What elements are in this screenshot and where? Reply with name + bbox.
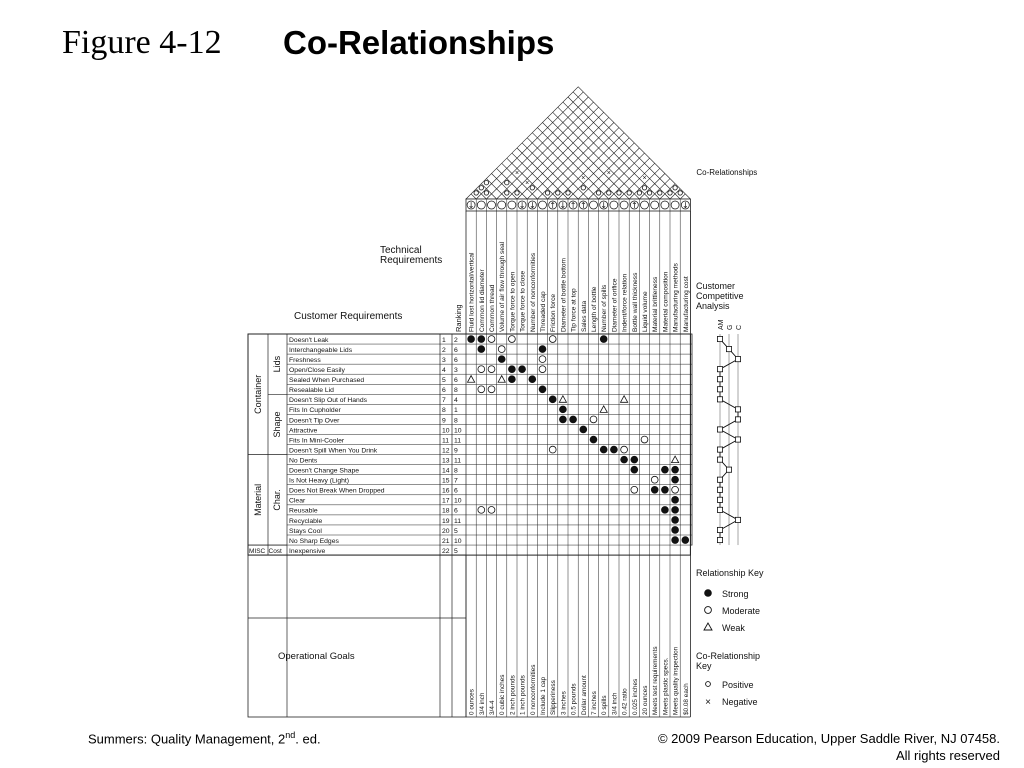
slide-title: Co-Relationships <box>283 24 555 61</box>
roof-line <box>476 92 586 199</box>
requirement-number: 15 <box>442 477 450 485</box>
positive-correlation-mark <box>658 191 662 195</box>
requirement-number: 16 <box>442 487 450 495</box>
strong-relationship-mark <box>610 446 618 454</box>
technical-requirement-label: Manufacturing methods <box>672 263 680 332</box>
maximize-arrow-icon: ↑ <box>549 201 557 210</box>
technical-requirement-label: Length of bottle <box>591 286 598 332</box>
positive-correlation-mark <box>484 181 488 185</box>
moderate-relationship-mark <box>631 486 638 493</box>
competitive-rating-marker <box>717 507 722 512</box>
maximize-arrow-icon: ↑ <box>569 201 577 210</box>
strong-relationship-mark <box>600 446 608 454</box>
roof-outline <box>466 87 690 199</box>
operational-goal-value: 0.5 pounds <box>570 683 578 715</box>
requirement-ranking: 5 <box>454 527 458 535</box>
competitive-rating-marker <box>717 497 722 502</box>
customer-requirement-label: Inexpensive <box>289 547 326 555</box>
customer-requirement-label: Does Not Break When Dropped <box>289 487 385 495</box>
minimize-arrow-icon: ↓ <box>559 201 567 210</box>
competitive-rating-marker <box>717 527 722 532</box>
technical-requirement-label: Friction force <box>550 293 558 332</box>
moderate-relationship-mark <box>539 356 546 363</box>
operational-goal-value: Include 1 cap <box>540 676 547 715</box>
negative-correlation-mark: × <box>581 175 586 183</box>
strong-relationship-mark <box>529 375 537 383</box>
operational-goals-label: Operational Goals <box>278 651 355 662</box>
requirement-number: 13 <box>442 457 450 465</box>
requirement-ranking: 11 <box>454 437 462 445</box>
weak-relationship-mark <box>559 396 566 403</box>
requirement-ranking: 7 <box>454 477 458 485</box>
strong-relationship-mark <box>671 536 679 544</box>
operational-goal-value: 3/4 inch <box>611 692 619 715</box>
operational-goal-value: 7 inches <box>591 691 598 715</box>
customer-requirements-label: Customer Requirements <box>294 311 403 322</box>
technical-requirement-label: Number of spills <box>601 284 609 332</box>
positive-correlation-mark <box>673 186 677 190</box>
moderate-relationship-mark <box>478 366 485 373</box>
strong-relationship-mark <box>478 335 486 343</box>
weak-key-icon <box>704 623 712 630</box>
competitive-rating-marker <box>735 407 740 412</box>
operational-goal-value: $0.08 each <box>682 683 690 715</box>
roof-line <box>563 102 660 199</box>
moderate-key-label: Moderate <box>722 606 761 616</box>
positive-correlation-mark <box>566 191 570 195</box>
operational-goal-value: Slipperiness <box>550 680 558 715</box>
positive-correlation-mark <box>617 191 621 195</box>
positive-key-label: Positive <box>722 680 754 690</box>
customer-requirement-label: Doesn't Slip Out of Hands <box>289 397 367 405</box>
operational-goal-value: Meets plastic specs. <box>662 657 670 715</box>
positive-correlation-mark <box>505 181 509 185</box>
operational-goal-value: 0 ounces <box>468 689 476 715</box>
negative-correlation-mark: × <box>514 170 520 177</box>
requirement-ranking: 6 <box>454 507 458 515</box>
positive-correlation-mark <box>515 191 519 195</box>
operational-goal-value: Meets test requirements <box>652 646 660 715</box>
competitive-rating-marker <box>717 537 722 542</box>
strong-relationship-mark <box>661 486 669 494</box>
requirement-ranking: 3 <box>454 367 458 374</box>
minimize-arrow-icon: ↓ <box>518 201 526 210</box>
requirement-ranking: 2 <box>454 336 458 344</box>
roof-line <box>573 92 680 199</box>
requirement-number: 20 <box>442 527 450 535</box>
maximize-arrow-icon: ↑ <box>579 201 587 210</box>
requirement-number: 9 <box>442 417 446 425</box>
competitive-rating-marker <box>717 487 722 492</box>
technical-label: Requirements <box>380 255 443 266</box>
competitive-rating-marker <box>717 477 722 482</box>
negative-correlation-mark: × <box>525 180 530 188</box>
competitive-rating-marker <box>726 346 731 351</box>
group-label-char: Char. <box>272 489 282 511</box>
operational-goal-value: 3/4 inch <box>478 692 486 715</box>
operational-goal-value: 3 inches <box>560 691 568 715</box>
moderate-relationship-mark <box>549 446 556 453</box>
requirement-ranking: 6 <box>454 356 458 364</box>
technical-requirement-label: Bottle wall thickness <box>631 272 639 332</box>
requirement-number: 10 <box>442 427 450 435</box>
positive-correlation-mark <box>581 186 585 190</box>
technical-requirement-label: Threaded cap <box>540 291 547 332</box>
technical-requirement-label: Manufacturing cost <box>682 276 690 332</box>
positive-correlation-mark <box>668 191 672 195</box>
requirement-number: 21 <box>442 537 450 545</box>
technical-requirement-label: Common lid diameter <box>478 269 486 332</box>
relationship-key-title: Relationship Key <box>696 568 764 578</box>
roof-line <box>492 174 518 200</box>
minimize-arrow-icon: ↓ <box>467 201 475 210</box>
customer-requirement-label: Open/Close Easily <box>289 367 345 374</box>
positive-correlation-mark <box>596 191 600 195</box>
strong-relationship-mark <box>661 506 669 514</box>
customer-requirement-label: Resealable Lid <box>289 387 334 395</box>
competitor-label: G <box>727 324 734 330</box>
roof-label: Co-Relationships <box>696 168 758 177</box>
operational-goal-value: 0.025 inches <box>631 678 639 715</box>
customer-requirement-label: Doesn't Tip Over <box>289 417 340 425</box>
requirement-number: 12 <box>442 447 450 455</box>
requirement-ranking: 6 <box>454 377 458 385</box>
requirement-ranking: 6 <box>454 487 458 495</box>
technical-requirement-label: Material brittleness <box>652 276 660 332</box>
moderate-relationship-mark <box>651 476 658 483</box>
customer-requirement-label: Interchangeable Lids <box>289 346 353 354</box>
competitive-label: Customer <box>696 281 736 291</box>
technical-requirement-label: Indent/force relation <box>621 273 629 332</box>
strong-relationship-mark <box>559 406 567 414</box>
technical-requirement-label: Diameter of bottle bottom <box>560 257 568 332</box>
strong-relationship-mark <box>671 466 679 474</box>
moderate-relationship-mark <box>590 416 597 423</box>
requirement-number: 1 <box>442 336 446 344</box>
operational-goal-value: Meets quality inspection <box>672 646 680 715</box>
strong-relationship-mark <box>518 365 526 373</box>
requirement-ranking: 11 <box>454 457 462 465</box>
customer-requirement-label: Clear <box>289 497 306 505</box>
moderate-relationship-mark <box>488 336 495 343</box>
roof-line <box>522 143 578 199</box>
roof-line <box>537 123 614 200</box>
negative-correlation-mark: × <box>642 175 647 183</box>
competitive-rating-marker <box>726 467 731 472</box>
weak-relationship-mark <box>600 406 607 413</box>
technical-label: Technical <box>380 245 422 256</box>
strong-relationship-mark <box>508 375 516 383</box>
competitor-label: AM <box>718 319 725 330</box>
competitor-label: C <box>736 324 743 330</box>
competitive-rating-marker <box>717 397 722 402</box>
competitive-rating-marker <box>717 457 722 462</box>
requirement-number: 17 <box>442 497 450 505</box>
ranking-label: Ranking <box>454 304 463 332</box>
customer-requirement-label: Fits In Mini-Cooler <box>289 437 345 445</box>
positive-correlation-mark <box>556 191 560 195</box>
requirement-number: 3 <box>442 356 446 364</box>
operational-goal-value: 1 inch pounds <box>519 675 527 715</box>
minimize-arrow-icon: ↓ <box>528 201 536 210</box>
technical-requirement-label: Fluid lost horizontal/vertical <box>468 252 476 332</box>
co-relationship-key-title: Co-Relationship <box>696 651 761 661</box>
strong-relationship-mark <box>631 466 639 474</box>
customer-requirement-label: Is Not Heavy (Light) <box>289 477 350 485</box>
technical-requirement-label: Material composition <box>662 271 670 332</box>
moderate-relationship-mark <box>488 366 495 373</box>
strong-relationship-mark <box>580 426 588 434</box>
positive-correlation-mark <box>530 186 534 190</box>
group-label-cost: Cost <box>268 548 282 556</box>
requirement-ranking: 4 <box>454 397 458 405</box>
strong-key-label: Strong <box>722 589 749 599</box>
requirement-number: 4 <box>442 367 446 374</box>
strong-relationship-mark <box>651 486 659 494</box>
competitive-rating-marker <box>717 427 722 432</box>
positive-correlation-mark <box>505 191 509 195</box>
minimize-arrow-icon: ↓ <box>681 201 689 210</box>
figure-label: Figure 4-12 <box>62 24 222 61</box>
strong-relationship-mark <box>590 436 598 444</box>
competitive-rating-marker <box>735 517 740 522</box>
technical-requirement-label: Common thread <box>489 284 496 332</box>
competitive-analysis <box>690 334 738 545</box>
technical-requirement-label: Torque force to close <box>519 270 527 332</box>
operational-goal-value: 0 spills <box>601 695 609 715</box>
competitive-label: Competitive <box>696 291 744 301</box>
customer-requirement-label: Attractive <box>289 427 318 435</box>
strong-relationship-mark <box>671 496 679 504</box>
group-label-material: Material <box>253 483 263 516</box>
requirement-ranking: 5 <box>454 547 458 555</box>
customer-requirement-label: Recyclable <box>289 517 323 525</box>
moderate-relationship-mark <box>488 386 495 393</box>
customer-requirement-label: Reusable <box>289 507 318 515</box>
requirement-ranking: 8 <box>454 467 458 475</box>
footer-citation-text: Summers: Quality Management, 2 <box>88 731 286 747</box>
group-label-container: Container <box>253 374 263 414</box>
customer-requirement-label: Freshness <box>289 356 321 364</box>
moderate-relationship-mark <box>641 436 648 443</box>
strong-key-icon <box>704 589 712 597</box>
strong-relationship-mark <box>682 536 690 544</box>
competitive-outline <box>690 334 692 545</box>
requirement-number: 6 <box>442 387 446 395</box>
technical-requirement-label: Sales data <box>580 300 588 332</box>
competitive-rating-marker <box>717 377 722 382</box>
customer-requirement-label: Doesn't Spill When You Drink <box>289 447 378 455</box>
strong-relationship-mark <box>478 345 486 353</box>
moderate-relationship-mark <box>478 506 485 513</box>
lower-left-block <box>248 555 466 717</box>
competitive-rating-marker <box>735 357 740 362</box>
strong-relationship-mark <box>539 345 547 353</box>
moderate-relationship-mark <box>621 446 628 453</box>
competitive-rating-marker <box>735 437 740 442</box>
strong-relationship-mark <box>539 385 547 393</box>
strong-relationship-mark <box>671 476 679 484</box>
customer-requirement-label: Doesn't Change Shape <box>289 467 360 475</box>
competitive-label: Analysis <box>696 301 730 311</box>
negative-key-label: Negative <box>722 697 758 707</box>
weak-relationship-mark <box>621 396 628 403</box>
technical-requirement-label: Volume of air flow through seal <box>499 241 507 332</box>
maximize-arrow-icon: ↑ <box>630 201 638 210</box>
co-relationship-key-title: Key <box>696 661 712 671</box>
customer-requirement-label: Doesn't Leak <box>289 336 329 344</box>
requirement-ranking: 11 <box>454 517 462 525</box>
positive-correlation-mark <box>545 191 549 195</box>
moderate-relationship-mark <box>672 486 679 493</box>
requirement-number: 8 <box>442 407 446 415</box>
positive-correlation-mark <box>637 191 641 195</box>
moderate-relationship-mark <box>509 336 516 343</box>
technical-requirement-label: Diameter of orifice <box>611 278 619 332</box>
negative-key-icon: × <box>705 697 711 708</box>
footer-citation-end: . ed. <box>295 731 321 747</box>
customer-requirement-label: Fits In Cupholder <box>289 407 341 415</box>
group-label-misc: MISC <box>249 548 266 556</box>
strong-relationship-mark <box>467 335 475 343</box>
negative-correlation-mark: × <box>606 170 611 177</box>
strong-relationship-mark <box>620 456 628 464</box>
customer-requirement-label: Stays Cool <box>289 527 322 535</box>
requirement-number: 19 <box>442 517 450 525</box>
roof-line <box>497 102 594 199</box>
competitive-rating-marker <box>735 417 740 422</box>
positive-key-icon <box>706 682 711 687</box>
customer-requirement-label: No Dents <box>289 457 318 465</box>
weak-relationship-mark <box>672 456 679 463</box>
operational-goal-value: 3/4-4 <box>489 700 496 715</box>
requirement-ranking: 10 <box>454 497 462 505</box>
competitive-rating-marker <box>717 367 722 372</box>
requirement-number: 7 <box>442 397 446 405</box>
strong-relationship-mark <box>661 466 669 474</box>
technical-requirement-label: Liquid volume <box>642 291 649 332</box>
requirement-number: 22 <box>442 547 450 555</box>
strong-relationship-mark <box>671 506 679 514</box>
operational-goal-value: 0 cubic inches <box>499 674 507 715</box>
footer-copyright-line: © 2009 Pearson Education, Upper Saddle River, NJ 07458. <box>657 731 1000 746</box>
strong-relationship-mark <box>508 365 516 373</box>
customer-requirement-label: Sealed When Purchased <box>289 377 365 385</box>
positive-correlation-mark <box>607 191 611 195</box>
moderate-relationship-mark <box>539 366 546 373</box>
minimize-arrow-icon: ↓ <box>600 201 608 210</box>
operational-goal-value: 20 ounces <box>642 685 649 715</box>
technical-requirement-label: Tip force at top <box>570 288 578 332</box>
moderate-relationship-mark <box>498 346 505 353</box>
footer-citation <box>88 730 321 746</box>
strong-relationship-mark <box>671 526 679 534</box>
requirement-number: 5 <box>442 377 446 385</box>
group-label-shape: Shape <box>272 411 282 438</box>
roof-grid <box>466 87 690 199</box>
positive-correlation-mark <box>642 186 646 190</box>
positive-correlation-mark <box>479 186 483 190</box>
requirement-number: 2 <box>442 346 446 354</box>
requirement-ranking: 8 <box>454 387 458 395</box>
competitive-rating-marker <box>717 336 722 341</box>
footer-rights-line: All rights reserved <box>895 748 1000 763</box>
technical-requirement-label: Torque force to open <box>509 271 517 332</box>
operational-goal-value: 2 inch pounds <box>509 675 517 715</box>
requirement-ranking: 10 <box>454 427 462 435</box>
requirement-ranking: 9 <box>454 447 458 455</box>
operational-goal-value: 0.42 ratio <box>621 688 629 715</box>
requirement-ranking: 1 <box>454 407 458 415</box>
roof-line <box>532 133 598 199</box>
strong-relationship-mark <box>549 396 557 404</box>
footer-superscript: nd <box>285 730 296 740</box>
requirement-number: 18 <box>442 507 450 515</box>
moderate-key-icon <box>705 607 712 614</box>
positive-correlation-mark <box>474 191 478 195</box>
requirement-number: 11 <box>442 437 450 445</box>
positive-correlation-mark <box>678 191 682 195</box>
weak-relationship-mark <box>498 376 505 383</box>
technical-requirement-label: Number of nonconformities <box>529 252 537 332</box>
customer-requirement-label: No Sharp Edges <box>289 537 339 545</box>
strong-relationship-mark <box>631 456 639 464</box>
roof-line <box>558 133 624 199</box>
moderate-relationship-mark <box>549 336 556 343</box>
positive-correlation-mark <box>647 191 651 195</box>
weak-relationship-mark <box>468 376 475 383</box>
strong-relationship-mark <box>498 355 506 363</box>
footer-copyright <box>658 730 1000 764</box>
group-label-lids: Lids <box>272 355 282 373</box>
positive-correlation-mark <box>484 191 488 195</box>
strong-relationship-mark <box>671 516 679 524</box>
moderate-relationship-mark <box>478 386 485 393</box>
competitive-rating-marker <box>717 447 722 452</box>
strong-relationship-mark <box>569 416 577 424</box>
moderate-relationship-mark <box>488 506 495 513</box>
strong-relationship-mark <box>559 416 567 424</box>
requirement-number: 14 <box>442 467 450 475</box>
competitive-rating-marker <box>717 387 722 392</box>
requirement-ranking: 8 <box>454 417 458 425</box>
positive-correlation-mark <box>627 191 631 195</box>
operational-goal-value: Dollar amount <box>580 675 588 715</box>
operational-goal-value: 0 nonconformities <box>529 664 537 715</box>
weak-key-label: Weak <box>722 623 745 633</box>
requirement-ranking: 10 <box>454 537 462 545</box>
requirement-ranking: 6 <box>454 346 458 354</box>
strong-relationship-mark <box>600 335 608 343</box>
